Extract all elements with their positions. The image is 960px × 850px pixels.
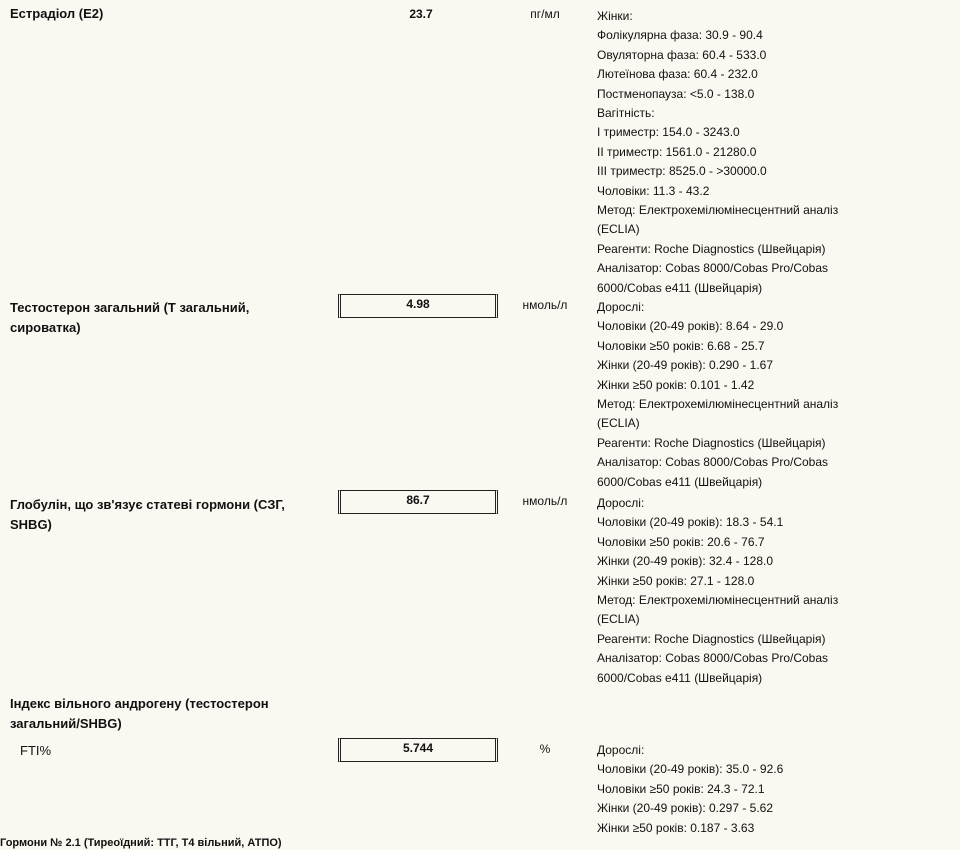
ref-line: II триместр: 1561.0 - 21280.0 <box>597 144 757 159</box>
next-section-title: Гормони № 2.1 (Тиреоїдний: ТТГ, Т4 вільний, АТПО) <box>0 837 282 849</box>
ref-line: (ECLIA) <box>597 222 640 237</box>
ref-line: Жінки: <box>597 9 633 23</box>
ref-line: Лютеїнова фаза: 60.4 - 232.0 <box>597 67 758 82</box>
ref-line: Жінки ≥50 років: 0.101 - 1.42 <box>597 377 755 392</box>
ref-line: 6000/Cobas e411 (Швейцарія) <box>597 474 763 489</box>
ref-line: (ECLIA) <box>597 612 640 627</box>
ref-line: Вагітність: <box>597 106 655 121</box>
ref-line: Чоловіки ≥50 років: 24.3 - 72.1 <box>597 781 765 796</box>
test-value: 86.7 <box>338 490 498 514</box>
ref-line: Жінки ≥50 років: 0.187 - 3.63 <box>597 820 755 835</box>
test-value: 5.744 <box>338 738 498 762</box>
ref-line: Овуляторна фаза: 60.4 - 533.0 <box>597 47 767 62</box>
test-unit: нмоль/л <box>522 494 568 508</box>
ref-line: Жінки (20-49 років): 0.290 - 1.67 <box>597 358 774 373</box>
test-name: Глобулін, що зв'язує статеві гормони (СЗГ, SHBG) <box>10 497 285 532</box>
ref-line: Чоловіки (20-49 років): 18.3 - 54.1 <box>597 515 784 530</box>
ref-line: Метод: Електрохемілюмінесцентний аналіз <box>597 593 839 608</box>
ref-line: Чоловіки (20-49 років): 35.0 - 92.6 <box>597 762 784 777</box>
ref-line: Дорослі: <box>597 743 645 757</box>
ref-line: Реагенти: Roche Diagnostics (Швейцарія) <box>597 631 826 646</box>
ref-line: Аналізатор: Cobas 8000/Cobas Pro/Cobas <box>597 261 829 276</box>
ref-line: I триместр: 154.0 - 3243.0 <box>597 125 740 140</box>
test-name: Тестостерон загальний (Т загальний, сироватка) <box>10 300 250 335</box>
ref-line: Чоловіки: 11.3 - 43.2 <box>597 183 710 198</box>
test-value: 4.98 <box>338 294 498 318</box>
test-value: 23.7 <box>409 7 433 21</box>
ref-line: Метод: Електрохемілюмінесцентний аналіз <box>597 203 839 218</box>
test-unit: пг/мл <box>530 7 560 21</box>
ref-line: Аналізатор: Cobas 8000/Cobas Pro/Cobas <box>597 455 829 470</box>
reference-range <box>597 741 897 838</box>
ref-line: Метод: Електрохемілюмінесцентний аналіз <box>597 397 839 412</box>
ref-line: Жінки (20-49 років): 0.297 - 5.62 <box>597 801 774 816</box>
ref-line: Постменопауза: <5.0 - 138.0 <box>597 86 755 101</box>
ref-line: Реагенти: Roche Diagnostics (Швейцарія) <box>597 241 826 256</box>
ref-line: (ECLIA) <box>597 416 640 431</box>
ref-line: Жінки (20-49 років): 32.4 - 128.0 <box>597 554 774 569</box>
ref-line: 6000/Cobas e411 (Швейцарія) <box>597 280 763 295</box>
ref-line: Чоловіки ≥50 років: 20.6 - 76.7 <box>597 534 765 549</box>
ref-line: III триместр: 8525.0 - >30000.0 <box>597 164 767 179</box>
reference-range <box>597 7 897 298</box>
test-sublabel: FTI% <box>20 743 52 758</box>
test-unit: нмоль/л <box>522 298 568 312</box>
ref-line: Жінки ≥50 років: 27.1 - 128.0 <box>597 573 755 588</box>
reference-range <box>597 298 897 492</box>
ref-line: Реагенти: Roche Diagnostics (Швейцарія) <box>597 435 826 450</box>
test-name: Індекс вільного андрогену (тестостерон загальний/SHBG) <box>10 696 269 731</box>
ref-line: Чоловіки ≥50 років: 6.68 - 25.7 <box>597 338 765 353</box>
test-name: Естрадіол (Е2) <box>10 6 104 21</box>
ref-line: Дорослі: <box>597 300 645 314</box>
ref-line: 6000/Cobas e411 (Швейцарія) <box>597 670 763 685</box>
ref-line: Аналізатор: Cobas 8000/Cobas Pro/Cobas <box>597 651 829 666</box>
reference-range <box>597 494 897 688</box>
test-unit: % <box>539 742 551 756</box>
ref-line: Фолікулярна фаза: 30.9 - 90.4 <box>597 28 763 43</box>
ref-line: Чоловіки (20-49 років): 8.64 - 29.0 <box>597 319 784 334</box>
ref-line: Дорослі: <box>597 496 645 510</box>
